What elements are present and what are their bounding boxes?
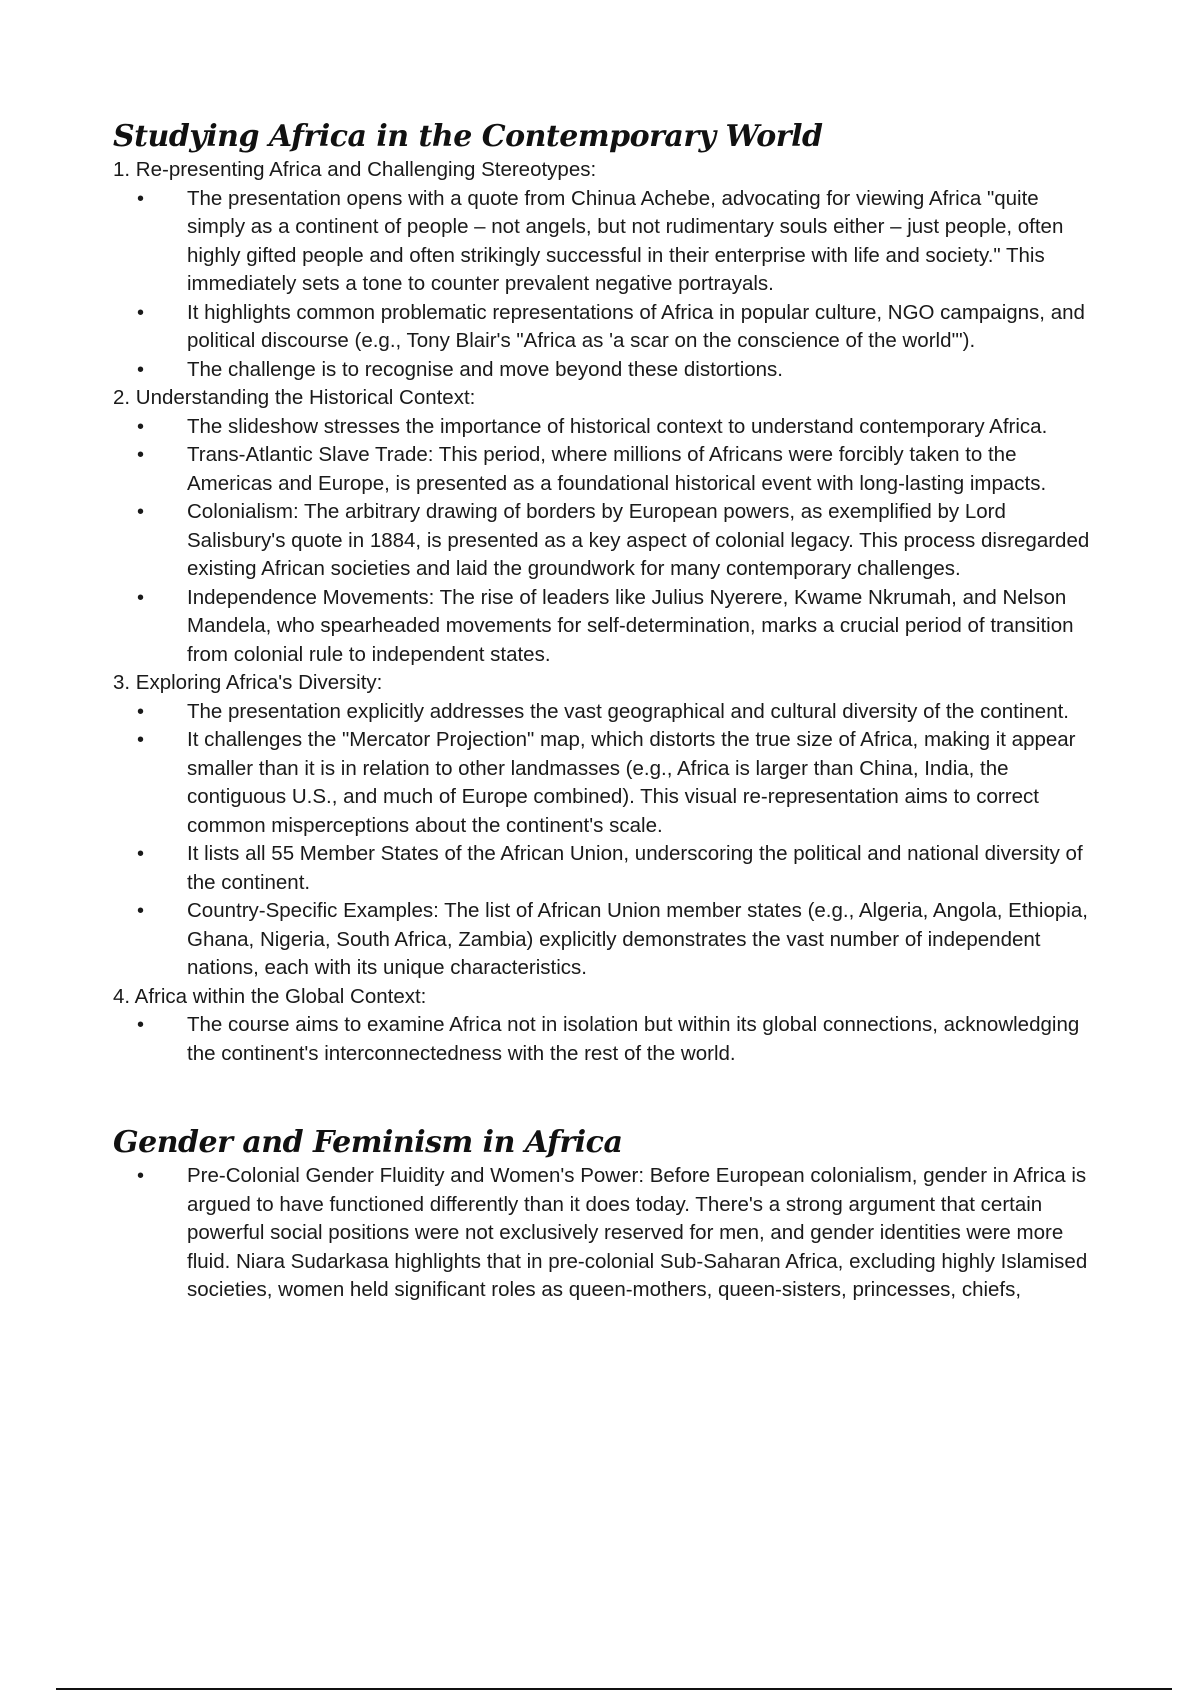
bullet-text: The presentation opens with a quote from Chinua Achebe, advocating for viewing Africa "quite simply as a continent of people – not angels, but not rudimentary souls either – just people, often highly gifted people and often strikingly successful in their enterprise with life and society." This immediately sets a tone to counter prevalent negative portrayals. (187, 186, 1064, 295)
bullet-icon: • (137, 358, 145, 381)
bullet-text: Trans-Atlantic Slave Trade: This period, where millions of Africans were forcibly taken to the Americas and Europe, is presented as a foundational historical event with long-lasting impacts. (187, 443, 1047, 495)
list-item (113, 1011, 1098, 1068)
bullet-text: It highlights common problematic representations of Africa in popular culture, NGO campaigns, and political discourse (e.g., Tony Blair's "Africa as 'a scar on the conscience of the world'"). (187, 300, 1085, 352)
list-item (113, 498, 1098, 584)
bullet-icon: • (137, 1014, 145, 1036)
bullet-text: It challenges the "Mercator Projection" map, which distorts the true size of Africa, making it appear smaller than it is in relation to other landmasses (e.g., Africa is larger than China, India, the contiguous U.S., and much of Europe combined). This visual re-representation aims to correct common misperceptions about the continent's scale. (187, 728, 1076, 837)
document-page (113, 118, 1098, 1305)
bullet-list (113, 698, 1098, 983)
section-title: 2. Understanding the Historical Context: (113, 386, 476, 409)
bullet-icon: • (137, 501, 145, 523)
bullet-icon: • (137, 900, 145, 922)
bullet-text: Pre-Colonial Gender Fluidity and Women's Power: Before European colonialism, gender in Africa is argued to have functioned differently than it does today. There's a strong argument that certain powerful social positions were not exclusively reserved for men, and gender identities were more fluid. Niara Sudarkasa highlights that in pre-colonial Sub-Saharan Africa, excluding highly Islamised societies, women held significant roles as queen-mothers, queen-sisters, princesses, chiefs, (187, 1164, 1088, 1301)
bullet-list (113, 1011, 1098, 1068)
bullet-text: Colonialism: The arbitrary drawing of borders by European powers, as exemplified by Lord Salisbury's quote in 1884, is presented as a key aspect of colonial legacy. This process disregarded existing African societies and laid the groundwork for many contemporary challenges. (187, 500, 1090, 580)
list-item (113, 1162, 1098, 1305)
bullet-text: It lists all 55 Member States of the African Union, underscoring the political and national diversity of the continent. (187, 842, 1083, 894)
bullet-text: Independence Movements: The rise of leaders like Julius Nyerere, Kwame Nkrumah, and Nelson Mandela, who spearheaded movements for self-determination, marks a crucial period of transition from colonial rule to independent states. (187, 585, 1074, 666)
section-2 (113, 384, 1098, 669)
list-item (113, 185, 1098, 299)
bullet-text: The course aims to examine Africa not in isolation but within its global connections, acknowledging the continent's interconnectedness with the rest of the world. (187, 1013, 1080, 1065)
bullet-text: Country-Specific Examples: The list of African Union member states (e.g., Algeria, Angola, Ethiopia, Ghana, Nigeria, South Africa, Zambia) explicitly demonstrates the vast number of independent nations, each with its unique characteristics. (187, 899, 1088, 979)
list-item (113, 698, 1098, 727)
bullet-text: The slideshow stresses the importance of historical context to understand contemporary Africa. (187, 414, 1048, 438)
bullet-icon: • (137, 444, 145, 466)
bullet-list (113, 1162, 1098, 1305)
bullet-icon: • (137, 1165, 145, 1187)
bullet-icon: • (137, 729, 145, 751)
list-item (113, 413, 1098, 442)
bullet-text: The challenge is to recognise and move beyond these distortions. (187, 357, 784, 381)
bullet-icon: • (137, 843, 145, 865)
bullet-list (113, 413, 1098, 670)
bullet-text: The presentation explicitly addresses the vast geographical and cultural diversity of the continent. (187, 699, 1070, 723)
bullet-icon: • (137, 301, 145, 324)
bullet-icon: • (137, 415, 145, 438)
heading-gender-feminism: Gender and Feminism in Africa (113, 1125, 623, 1160)
bullet-list (113, 185, 1098, 385)
section-4 (113, 983, 1098, 1069)
list-item (113, 356, 1098, 385)
page-footer-rule (56, 1688, 1172, 1690)
bullet-icon: • (137, 700, 145, 723)
list-item (113, 726, 1098, 840)
list-item (113, 441, 1098, 498)
section-1 (113, 156, 1098, 384)
section-title: 4. Africa within the Global Context: (113, 984, 427, 1008)
bullet-icon: • (137, 187, 145, 210)
bullet-icon: • (137, 586, 145, 609)
section-title: 3. Exploring Africa's Diversity: (113, 671, 383, 694)
list-item (113, 897, 1098, 983)
list-item (113, 840, 1098, 897)
section-title: 1. Re-presenting Africa and Challenging Stereotypes: (113, 158, 597, 181)
section-3 (113, 669, 1098, 983)
heading-studying-africa: Studying Africa in the Contemporary World (113, 119, 823, 154)
list-item (113, 299, 1098, 356)
list-item (113, 584, 1098, 670)
